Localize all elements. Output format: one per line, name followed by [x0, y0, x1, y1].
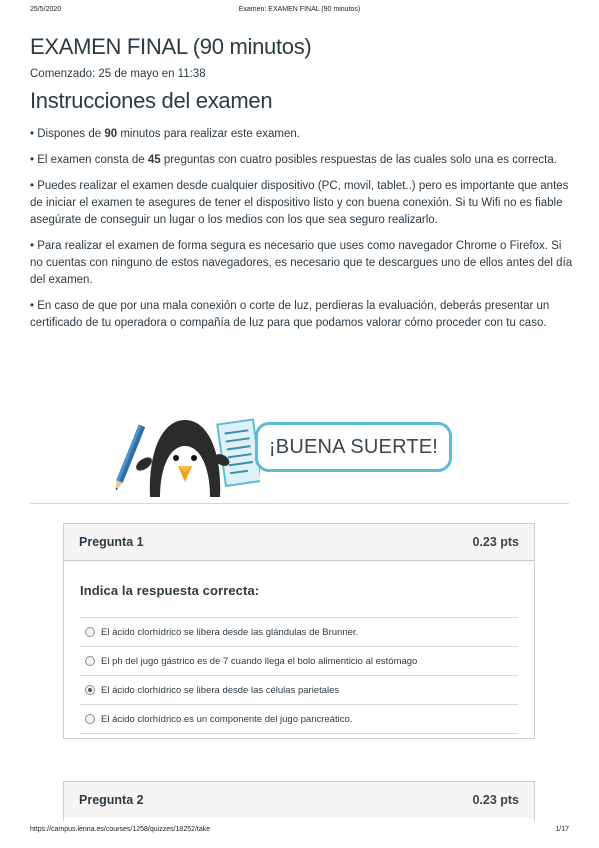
radio-button-selected[interactable]	[85, 685, 95, 695]
question-card-2	[63, 781, 535, 821]
instruction-item: • El examen consta de 45 preguntas con cuatro posibles respuestas de las cuales solo una es correcta.	[30, 154, 557, 166]
answer-list	[80, 617, 518, 734]
answer-option-4[interactable]	[80, 704, 518, 734]
instruction-item: • Puedes realizar el examen desde cualquier dispositivo (PC, movil, tablet..) pero es importante que antes de iniciar el examen te asegures de tener el dispositivo listo y con buena conexión. Si tu Wifi no es fiable asegúrate de conseguir un lugar o los medios con los que sea seguro realizarlo.	[30, 180, 569, 226]
instruction-item: • Para realizar el examen de forma segura es necesario que uses como navegador Chrome o Firefox. Si no cuentas con ninguno de estos navegadores, es necesario que te descargues uno de ellos antes del día del examen.	[30, 240, 573, 286]
radio-button[interactable]	[85, 714, 95, 724]
instructions-list	[30, 126, 575, 341]
quiz-title: EXAMEN FINAL (90 minutos)	[30, 34, 312, 59]
radio-button[interactable]	[85, 656, 95, 666]
question-text: Indica la respuesta correcta:	[80, 583, 260, 598]
good-luck-text: ¡BUENA SUERTE!	[268, 435, 439, 458]
question-name: Pregunta 2	[79, 793, 144, 807]
answer-option-3[interactable]	[80, 675, 518, 704]
print-url: https://campus.lenna.es/courses/1258/quizzes/18252/take	[30, 826, 211, 833]
answer-option-1[interactable]	[80, 617, 518, 646]
page-number: 1/17	[555, 826, 569, 833]
instruction-item: • Dispones de 90 minutos para realizar este examen.	[30, 128, 300, 140]
penguin-with-pencil-icon	[110, 412, 260, 497]
good-luck-banner	[110, 412, 465, 497]
question-header	[64, 524, 534, 561]
question-name: Pregunta 1	[79, 535, 144, 549]
question-points: 0.23 pts	[472, 535, 519, 549]
answer-label: El ácido clorhídrico se libera desde las células parietales	[101, 684, 340, 696]
started-timestamp: Comenzado: 25 de mayo en 11:38	[30, 68, 206, 80]
instruction-item: • En caso de que por una mala conexión o corte de luz, perdieras la evaluación, deberás presentar un certificado de tu operadora o compañía de luz para que podamos valorar cómo proceder con tu caso.	[30, 300, 550, 329]
question-card-1	[63, 523, 535, 739]
answer-option-2[interactable]	[80, 646, 518, 675]
answer-label: El ph del jugo gástrico es de 7 cuando llega el bolo alimenticio al estómago	[101, 655, 418, 667]
question-points: 0.23 pts	[472, 793, 519, 807]
radio-button[interactable]	[85, 627, 95, 637]
divider	[30, 503, 569, 504]
answer-label: El ácido clorhídrico se libera desde las glándulas de Brunner.	[101, 626, 359, 638]
answer-label: El ácido clorhídrico es un componente del jugo pancreático.	[101, 713, 353, 725]
print-header	[30, 6, 569, 18]
question-header	[64, 782, 534, 818]
print-title: Examen: EXAMEN FINAL (90 minutos)	[238, 6, 361, 13]
print-date: 25/5/2020	[30, 6, 62, 13]
instructions-title: Instrucciones del examen	[30, 88, 273, 113]
good-luck-bubble	[255, 422, 452, 472]
